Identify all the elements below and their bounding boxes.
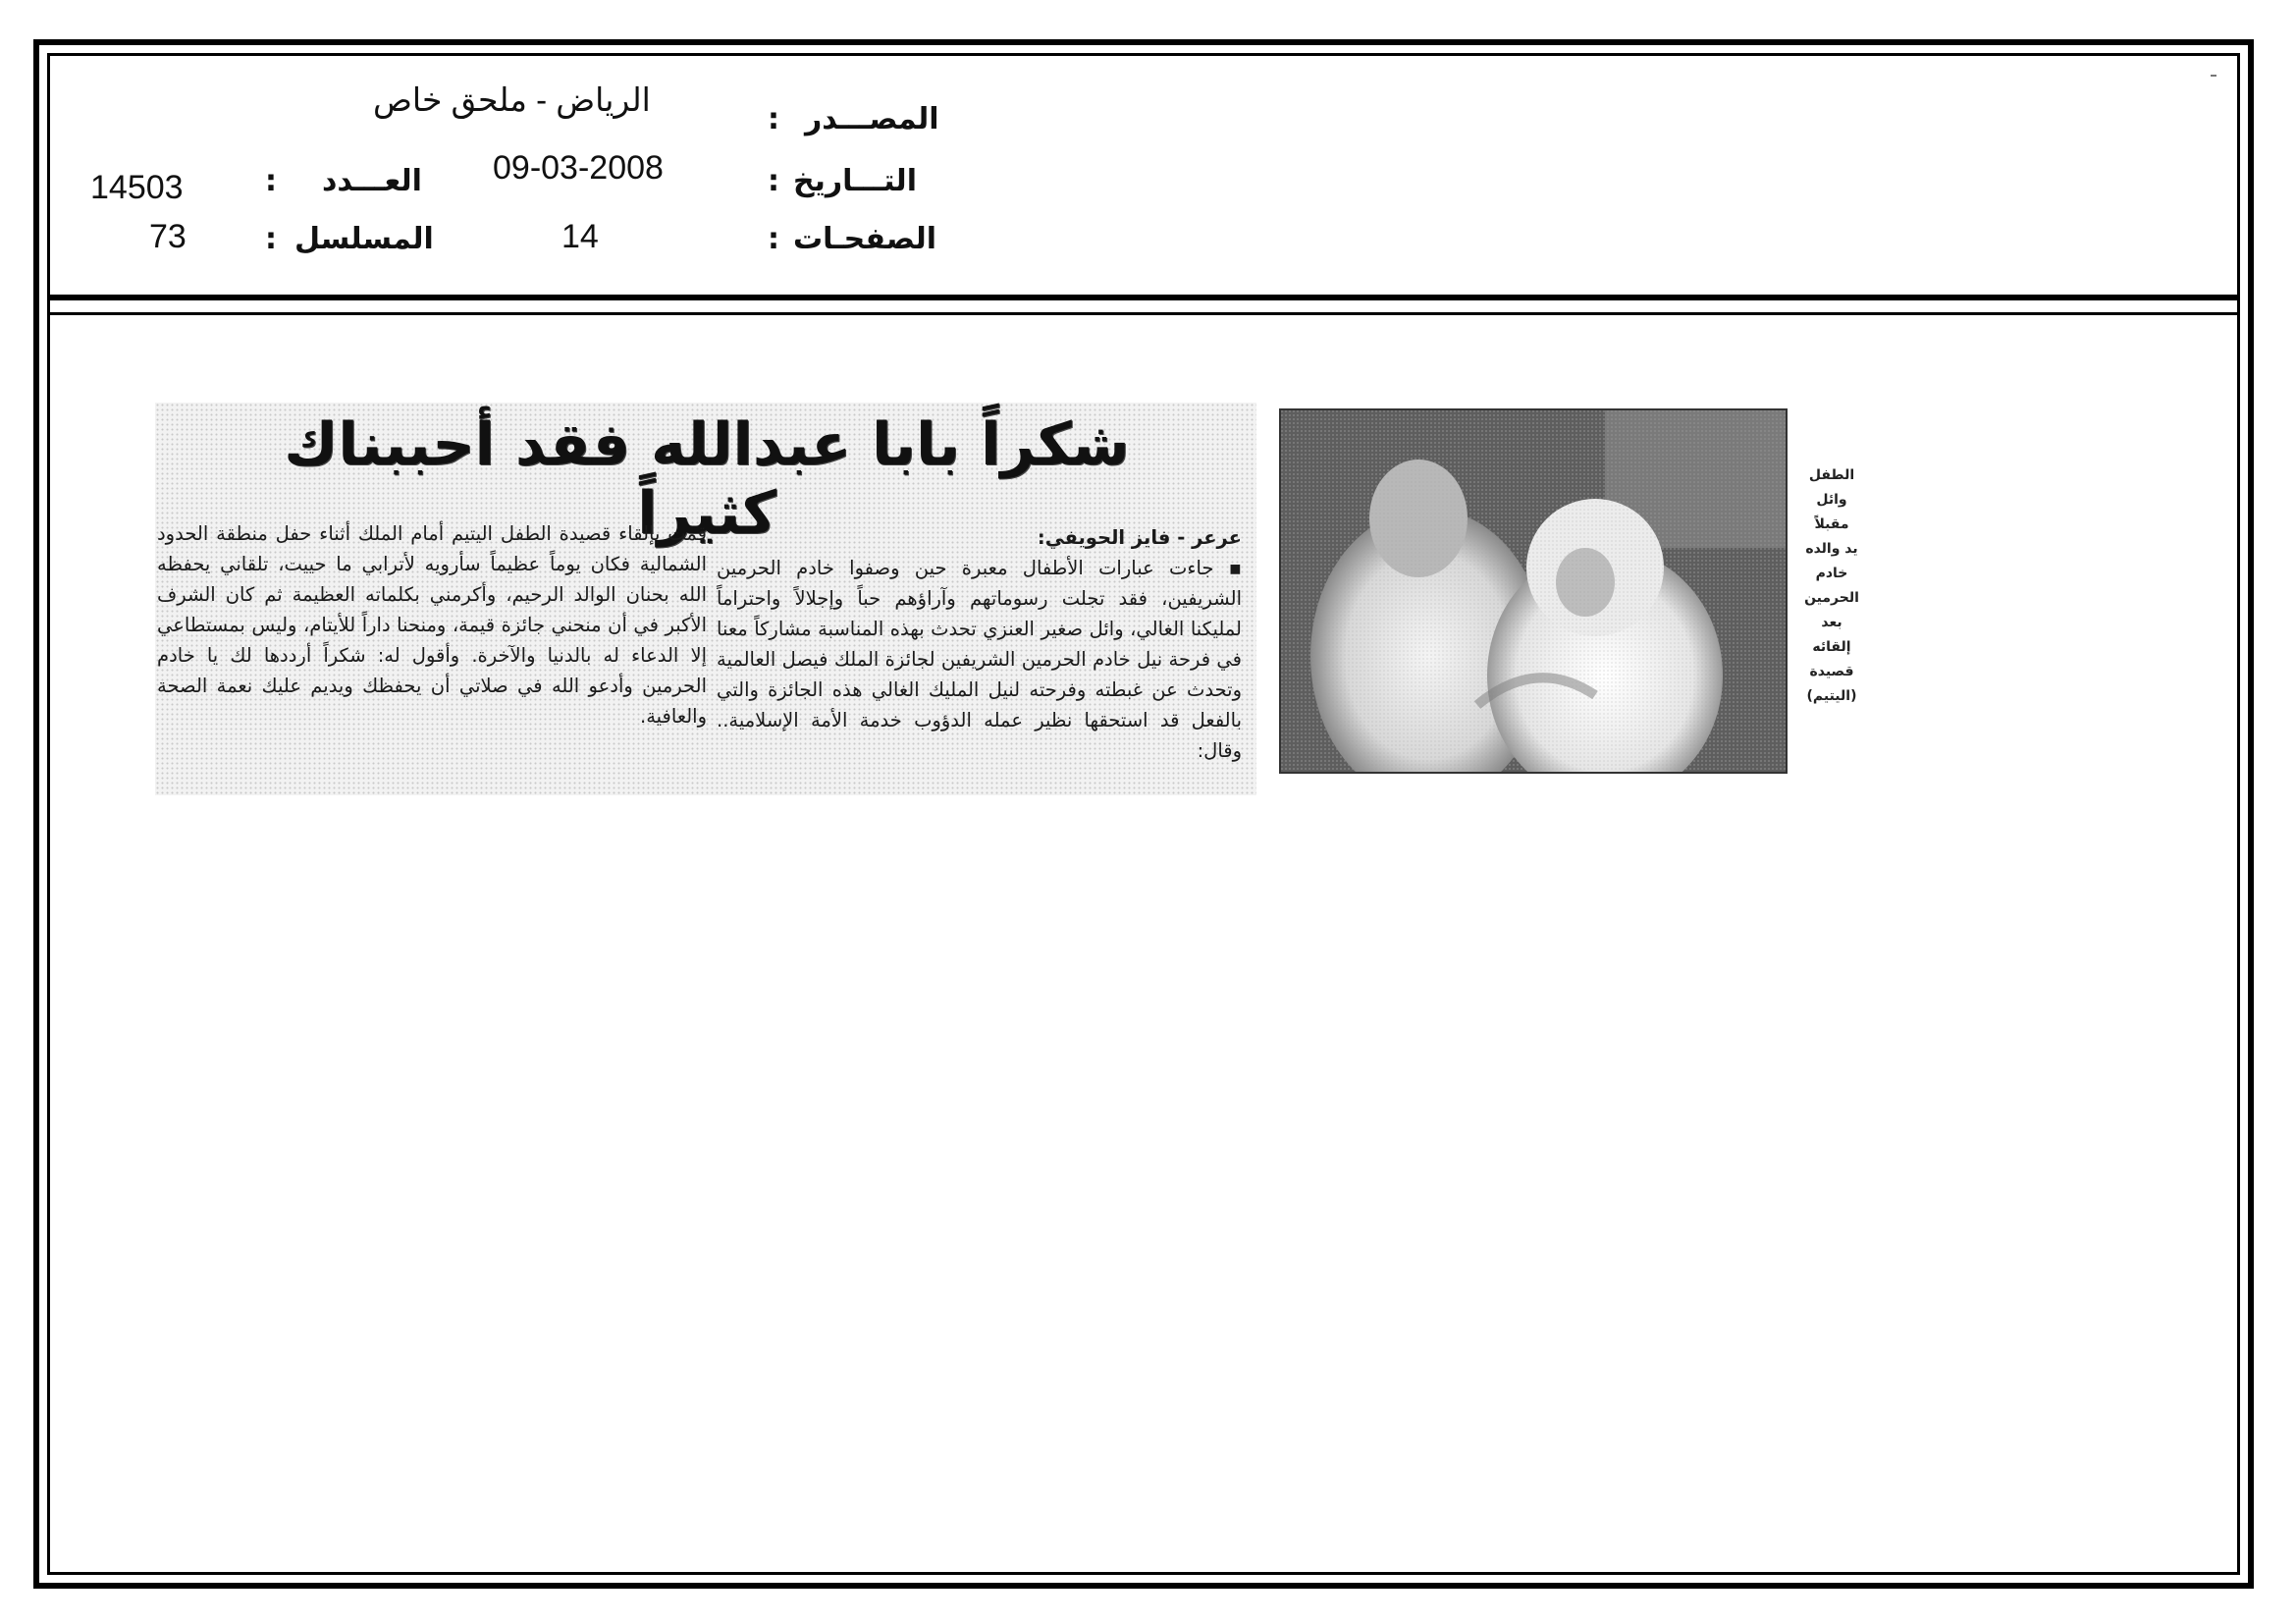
- pages-colon: :: [768, 222, 779, 256]
- date-label: التـــاريخ: [793, 164, 917, 198]
- serial-value: 73: [149, 218, 187, 255]
- pages-value: 14: [561, 218, 599, 255]
- caption-line: الطفل: [1808, 467, 1855, 483]
- article-column-right: [717, 522, 1242, 766]
- issue-value: 14503: [90, 169, 184, 206]
- header-divider-thin: [47, 312, 2240, 315]
- caption-line: بعد إلقائه: [1812, 615, 1851, 655]
- corner-mark: [2211, 75, 2216, 77]
- article-headline: شكراً بابا عبدالله فقد أحببناك كثيراً: [284, 410, 1130, 548]
- pages-label: الصفحـات: [793, 222, 936, 256]
- date-value: 09-03-2008: [493, 149, 664, 187]
- source-label: المصـــدر: [805, 102, 939, 136]
- photo-caption: [1802, 463, 1861, 709]
- date-colon: :: [768, 164, 779, 198]
- header-divider: [47, 295, 2240, 300]
- caption-line: (اليتيم): [1806, 688, 1857, 704]
- article-photo: [1279, 408, 1788, 774]
- caption-line: الحرمين: [1804, 590, 1859, 606]
- serial-label: المسلسل: [294, 222, 434, 256]
- serial-colon: :: [265, 222, 277, 256]
- page-frame-inner: [47, 53, 2240, 1575]
- source-colon: :: [768, 102, 779, 136]
- article-byline: عرعر - فايز الحويفي:: [1037, 526, 1242, 549]
- caption-line: قصيدة: [1809, 664, 1854, 679]
- article-body-right: ▪ جاءت عبارات الأطفال معبرة حين وصفوا خادم الحرمين الشريفين، فقد تجلت رسوماتهم وآراؤهم حباً وإجلالاً واحتراماً لمليكنا الغالي، وائل صغير العنزي تحدث بهذه المناسبة مشاركاً معنا في فرحة نيل خادم الحرمين الشريفين لجائزة الملك فيصل العالمية وتحدث عن غبطته وفرحته لنيل المليك الغالي هذه الجائزة والتي بالفعل قد استحقها نظير عمله الدؤوب خدمة الأمة الإسلامية.. وقال:: [717, 557, 1242, 762]
- issue-colon: :: [265, 164, 277, 198]
- caption-line: وائل مقبلاً: [1814, 492, 1849, 532]
- source-value: الرياض - ملحق خاص: [373, 81, 651, 118]
- article-column-left: قمت بإلقاء قصيدة الطفل اليتيم أمام الملك أثناء حفل منطقة الحدود الشمالية فكان يوماً عظيماً سأرويه لأترابي ما حييت، تلقاني يحفظه الله بحنان الوالد الرحيم، وأكرمني بكلماته العظيمة ثم كان الشرف الأكبر في أن منحني جائزة قيمة، ومنحنا داراً للأيتام، وليس بمستطاعي إلا الدعاء له بالدنيا والآخرة. وأقول له: شكراً أرددها لك يا خادم الحرمين وأدعو الله في صلاتي أن يحفظك ويديم عليك نعمة الصحة والعافية.: [157, 522, 707, 728]
- caption-line: خادم: [1815, 566, 1848, 581]
- caption-line: يد والده: [1805, 541, 1858, 557]
- issue-label: العـــدد: [322, 164, 422, 198]
